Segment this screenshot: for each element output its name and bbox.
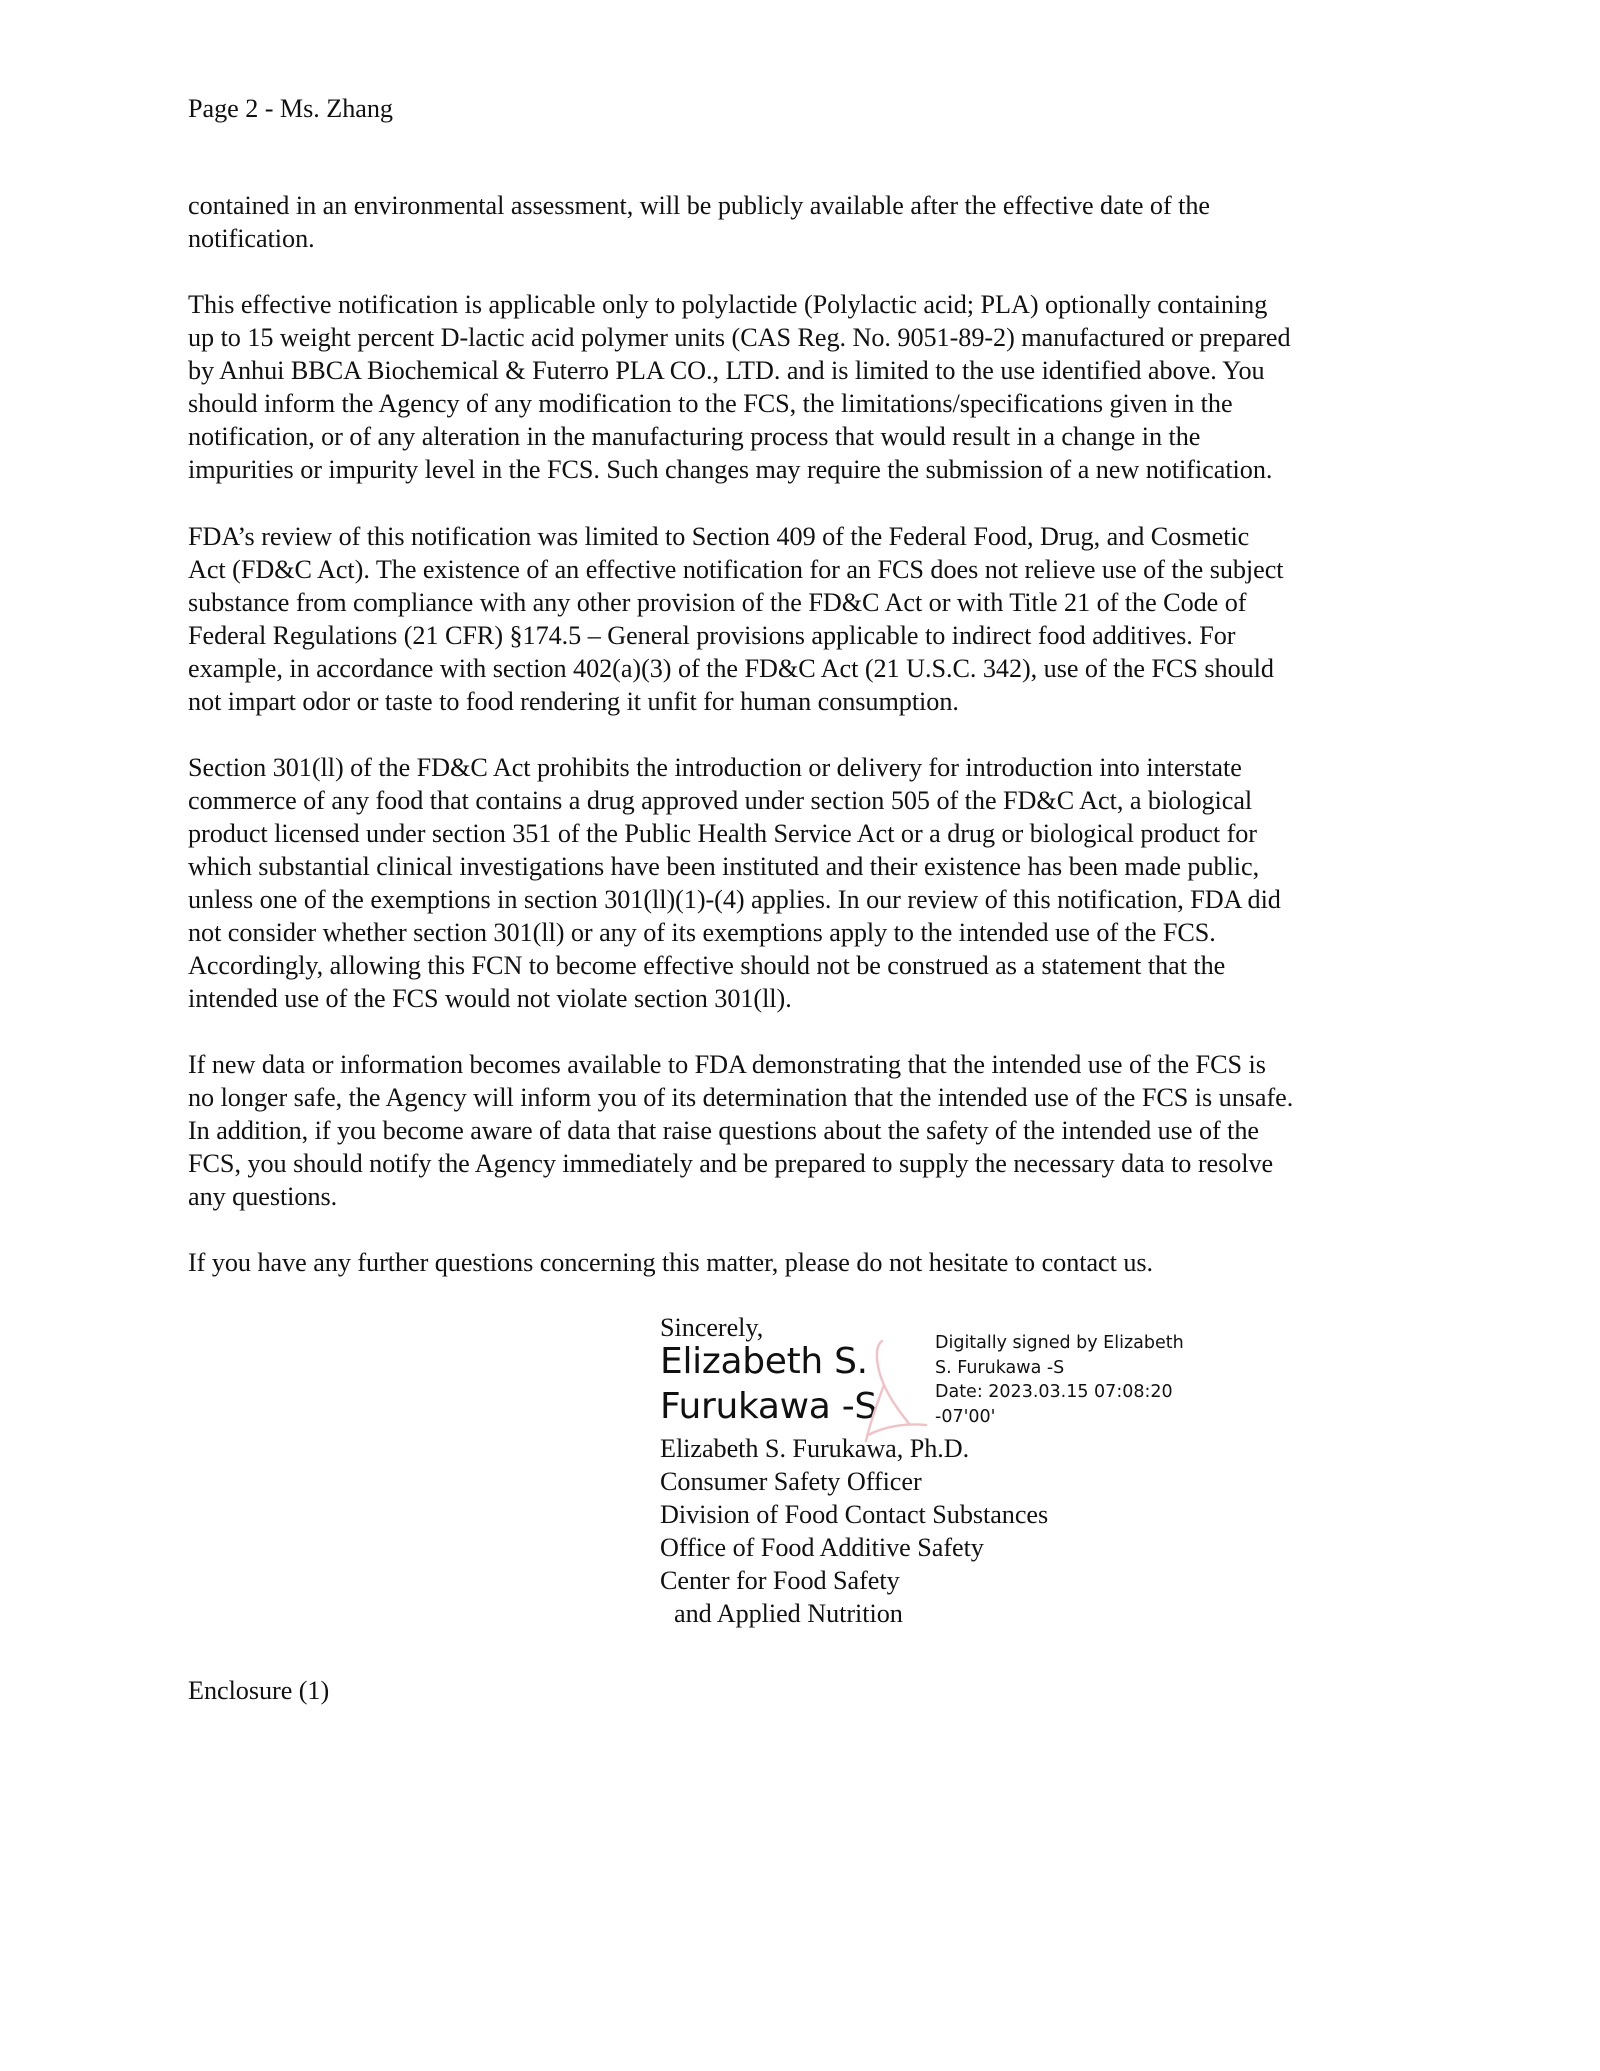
signature-name-line: Furukawa -S — [660, 1386, 877, 1427]
signer-center-continued: and Applied Nutrition — [674, 1599, 903, 1628]
text-line: commerce of any food that contains a drug approved under section 505 of the FD&C Act, a biological — [188, 786, 1253, 815]
text-line: which substantial clinical investigations have been instituted and their existence has been made public, — [188, 852, 1260, 881]
paragraph-review-scope — [188, 520, 1413, 718]
text-line: unless one of the exemptions in section 301(ll)(1)-(4) applies. In our review of this notification, FDA did — [188, 885, 1281, 914]
text-line: Federal Regulations (21 CFR) §174.5 – General provisions applicable to indirect food additives. For — [188, 621, 1236, 650]
text-line: example, in accordance with section 402(a)(3) of the FD&C Act (21 U.S.C. 342), use of the FCS should — [188, 654, 1274, 683]
text-line: any questions. — [188, 1182, 338, 1211]
signer-name: Elizabeth S. Furukawa, Ph.D. — [660, 1434, 970, 1463]
text-line: Act (FD&C Act). The existence of an effective notification for an FCS does not relieve use of the subject — [188, 555, 1284, 584]
digital-signature-info — [935, 1331, 1184, 1430]
signer-office: Office of Food Additive Safety — [660, 1533, 984, 1562]
paragraph-new-data — [188, 1048, 1413, 1213]
text-line: up to 15 weight percent D-lactic acid polymer units (CAS Reg. No. 9051-89-2) manufactured or prepared — [188, 323, 1291, 352]
text-line: FCS, you should notify the Agency immediately and be prepared to supply the necessary data to resolve — [188, 1149, 1274, 1178]
text-line: notification, or of any alteration in the manufacturing process that would result in a change in the — [188, 422, 1201, 451]
signer-title: Consumer Safety Officer — [660, 1467, 922, 1496]
salutation: Sincerely, — [660, 1313, 764, 1342]
text-line: This effective notification is applicable only to polylactide (Polylactic acid; PLA) optionally containing — [188, 290, 1268, 319]
text-line: no longer safe, the Agency will inform you of its determination that the intended use of the FCS is unsafe. — [188, 1083, 1294, 1112]
paragraph-continuation — [188, 189, 1413, 255]
digital-signature-date: Date: 2023.03.15 07:08:20 — [935, 1382, 1173, 1403]
text-line: contained in an environmental assessment, will be publicly available after the effective date of the — [188, 191, 1210, 220]
page-header: Page 2 - Ms. Zhang — [188, 94, 393, 123]
adobe-acrobat-watermark-icon — [860, 1337, 930, 1447]
text-line: not impart odor or taste to food rendering it unfit for human consumption. — [188, 687, 959, 716]
digital-signature-line: S. Furukawa -S — [935, 1357, 1065, 1378]
text-line: If you have any further questions concerning this matter, please do not hesitate to contact us. — [188, 1248, 1154, 1277]
paragraph-applicability — [188, 288, 1413, 486]
text-line: If new data or information becomes available to FDA demonstrating that the intended use of the FCS is — [188, 1050, 1266, 1079]
text-line: not consider whether section 301(ll) or any of its exemptions apply to the intended use of the FCS. — [188, 918, 1216, 947]
text-line: product licensed under section 351 of the Public Health Service Act or a drug or biological product for — [188, 819, 1257, 848]
signature-name-line: Elizabeth S. — [660, 1341, 868, 1382]
text-line: In addition, if you become aware of data that raise questions about the safety of the intended use of the — [188, 1116, 1259, 1145]
text-line: impurities or impurity level in the FCS. Such changes may require the submission of a new notification. — [188, 455, 1273, 484]
text-line: FDA’s review of this notification was limited to Section 409 of the Federal Food, Drug, and Cosmetic — [188, 522, 1250, 551]
text-line: intended use of the FCS would not violate section 301(ll). — [188, 984, 792, 1013]
text-line: notification. — [188, 224, 315, 253]
enclosure-note: Enclosure (1) — [188, 1676, 330, 1705]
digital-signature-line: Digitally signed by Elizabeth — [935, 1333, 1184, 1353]
paragraph-closing — [188, 1246, 1413, 1279]
digital-signature-tz: -07'00' — [935, 1407, 996, 1428]
text-line: Accordingly, allowing this FCN to become effective should not be construed as a statement that the — [188, 951, 1226, 980]
paragraph-section-301ll — [188, 751, 1413, 1015]
signer-division: Division of Food Contact Substances — [660, 1500, 1049, 1529]
text-line: substance from compliance with any other provision of the FD&C Act or with Title 21 of the Code of — [188, 588, 1247, 617]
signer-details — [660, 1432, 1048, 1630]
text-line: should inform the Agency of any modification to the FCS, the limitations/specifications given in the — [188, 389, 1233, 418]
text-line: by Anhui BBCA Biochemical & Futerro PLA CO., LTD. and is limited to the use identified above. You — [188, 356, 1265, 385]
signer-center: Center for Food Safety — [660, 1566, 900, 1595]
text-line: Section 301(ll) of the FD&C Act prohibits the introduction or delivery for introduction into interstate — [188, 753, 1242, 782]
